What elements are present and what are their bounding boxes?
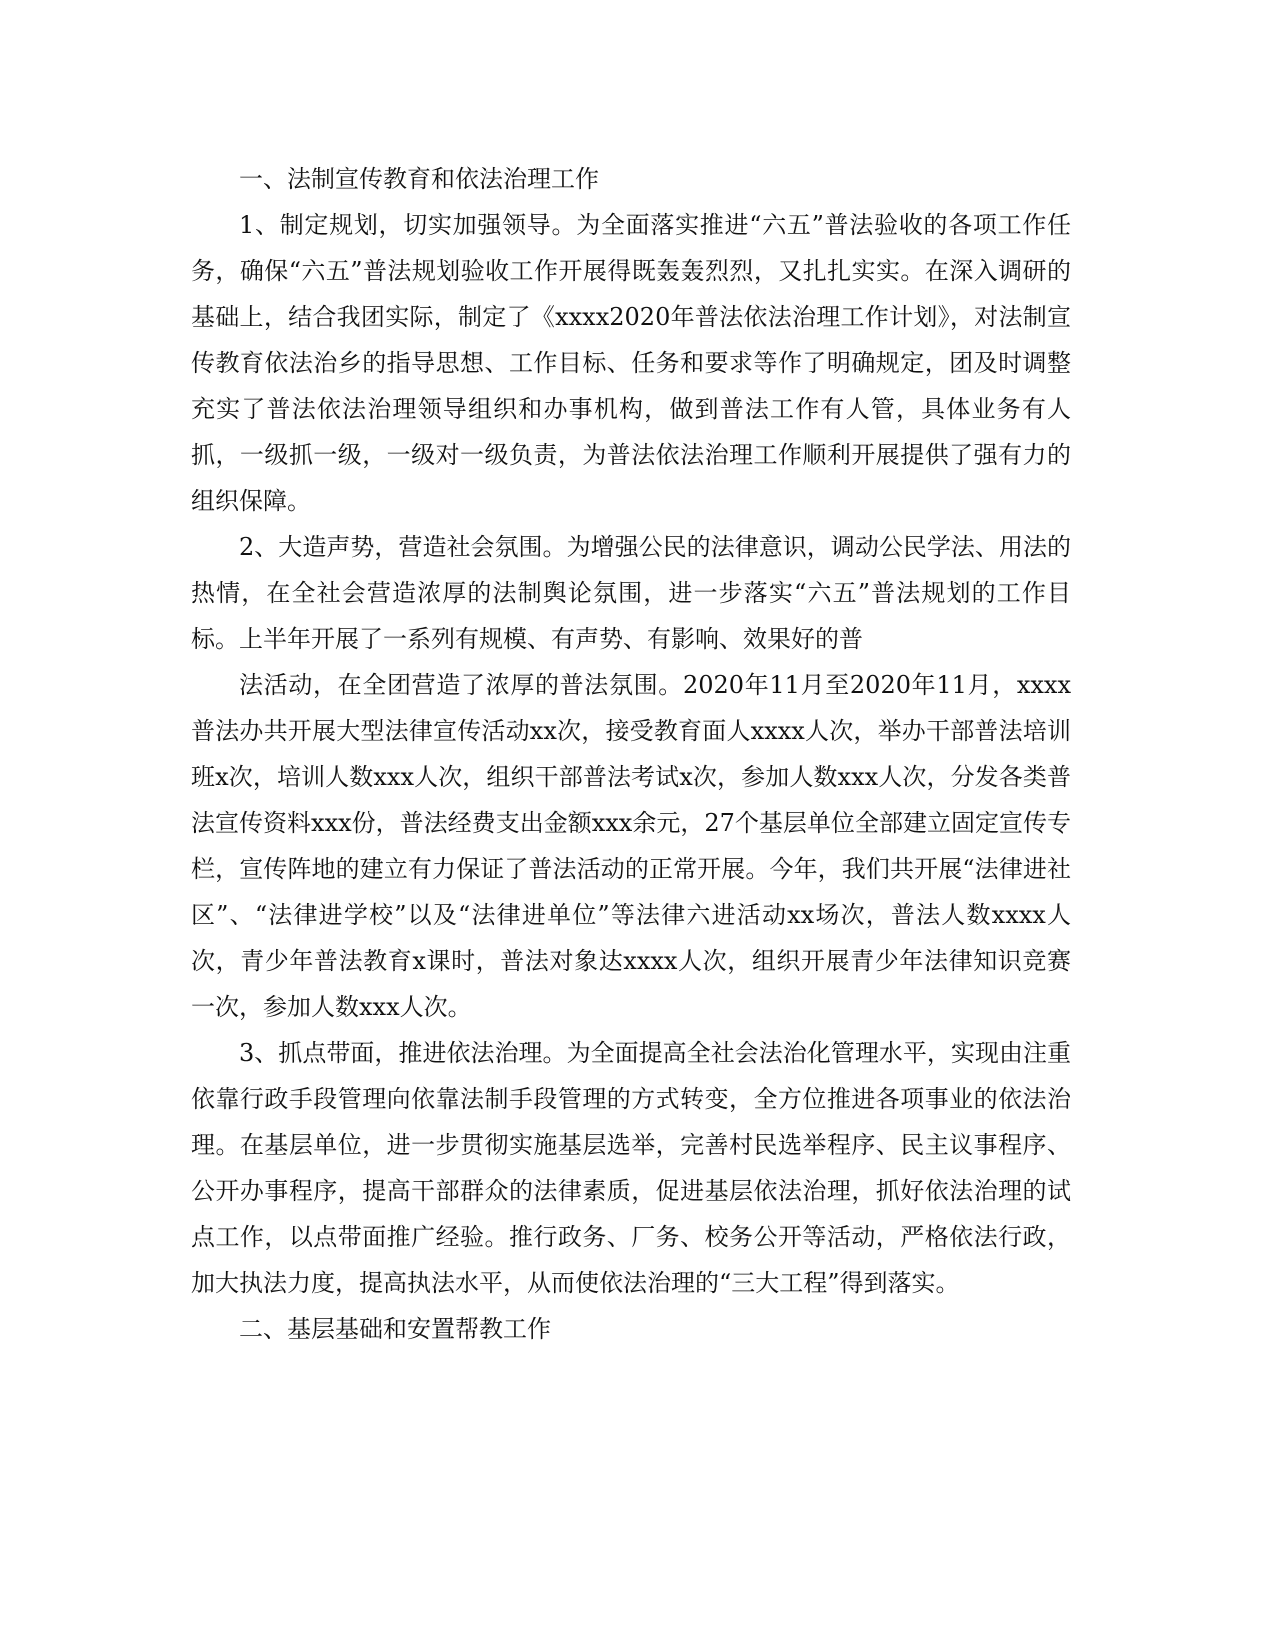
paragraph-law-activities: 法活动，在全团营造了浓厚的普法氛围。2020年11月至2020年11月，xxxx普法办共开展大型法律宣传活动xx次，接受教育面人xxxx人次，举办干部普法培训班x次，培训人数xxx人次，组织干部普法考试x次，参加人数xxx人次，分发各类普法宣传资料xxx份，普法经费支出金额xxx余元，27个基层单位全部建立固定宣传专栏，宣传阵地的建立有力保证了普法活动的正常开展。今年，我们共开展“法律进社区”、“法律进学校”以及“法律进单位”等法律六进活动xx场次，普法人数xxxx人次，青少年普法教育x课时，普法对象达xxxx人次，组织开展青少年法律知识竞赛一次，参加人数xxx人次。 bbox=[191, 671, 1071, 1021]
document-body bbox=[191, 156, 1071, 1352]
section-heading-2: 二、基层基础和安置帮教工作 bbox=[239, 1315, 551, 1343]
paragraph-governance-by-law: 3、抓点带面，推进依法治理。为全面提高全社会法治化管理水平，实现由注重依靠行政手段管理向依靠法制手段管理的方式转变，全方位推进各项事业的依法治理。在基层单位，进一步贯彻实施基层选举，完善村民选举程序、民主议事程序、公开办事程序，提高干部群众的法律素质，促进基层依法治理，抓好依法治理的试点工作，以点带面推广经验。推行政务、厂务、校务公开等活动，严格依法行政，加大执法力度，提高执法水平，从而使依法治理的“三大工程”得到落实。 bbox=[191, 1039, 1071, 1297]
paragraph-publicity-atmosphere: 2、大造声势，营造社会氛围。为增强公民的法律意识，调动公民学法、用法的热情，在全社会营造浓厚的法制舆论氛围，进一步落实“六五”普法规划的工作目标。上半年开展了一系列有规模、有声势、有影响、效果好的普 bbox=[191, 533, 1071, 653]
paragraph-plan-leadership: 1、制定规划，切实加强领导。为全面落实推进“六五”普法验收的各项工作任务，确保“六五”普法规划验收工作开展得既轰轰烈烈，又扎扎实实。在深入调研的基础上，结合我团实际，制定了《xxxx2020年普法依法治理工作计划》，对法制宣传教育依法治乡的指导思想、工作目标、任务和要求等作了明确规定，团及时调整充实了普法依法治理领导组织和办事机构，做到普法工作有人管，具体业务有人抓，一级抓一级，一级对一级负责，为普法依法治理工作顺利开展提供了强有力的组织保障。 bbox=[191, 211, 1071, 515]
section-heading-1: 一、法制宣传教育和依法治理工作 bbox=[239, 165, 599, 193]
